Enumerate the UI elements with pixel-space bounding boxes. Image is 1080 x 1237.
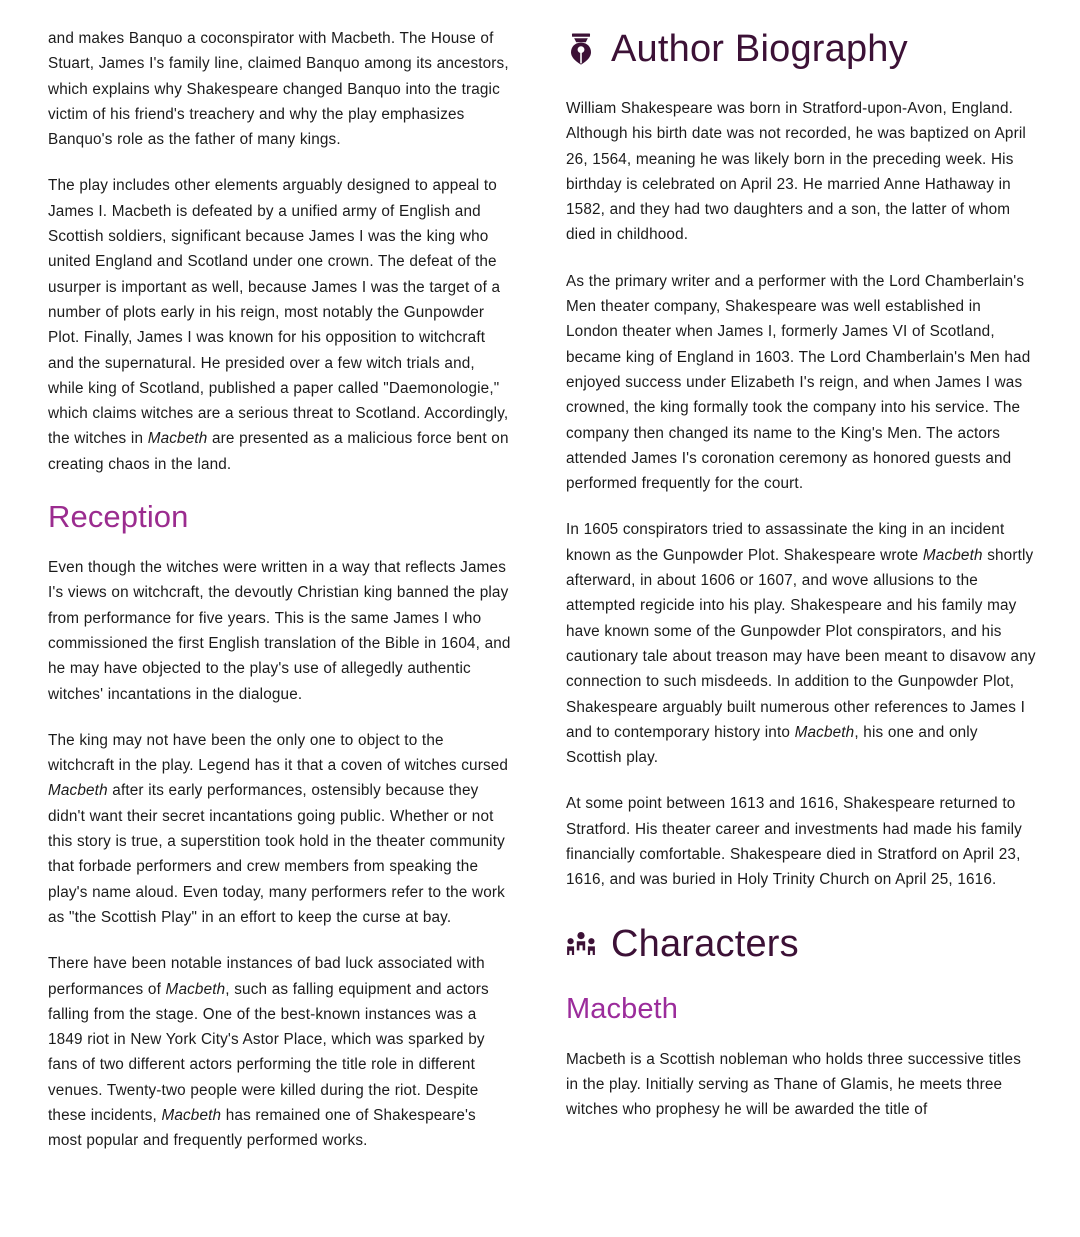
paragraph-bad-luck-instances: There have been notable instances of bad luck associated with performances of Macbeth, such as falling equipment and actors falling from the stage. One of the best-known instances was a 1849 riot in New York City's Astor Place, which was sparked by fans of two different actors performing the title role in different venues. Twenty-two people were killed during the riot. Despite these incidents, Macbeth has remained one of Shakespeare's most popular and frequently performed works. bbox=[48, 955, 489, 1150]
subheading-character-macbeth: Macbeth bbox=[566, 992, 678, 1025]
group-of-people-icon bbox=[566, 927, 596, 961]
paragraph-banned-play: Even though the witches were written in a way that reflects James I's views on witchcraft, the devoutly Christian king banned the play from performance for five years. This is the same James I who commissioned the first English translation of the Bible in 1604, and he may have objected to the play's use of allegedly authentic witches' incantations in the dialogue. bbox=[48, 559, 511, 703]
paragraph-banquo-coconspirator: and makes Banquo a coconspirator with Macbeth. The House of Stuart, James I's family line, claimed Banquo among its ancestors, which explains why Shakespeare changed Banquo into the tragic victim of his friend's treachery and why the play emphasizes Banquo's role as the father of many kings. bbox=[48, 30, 509, 149]
paragraph-born-stratford: William Shakespeare was born in Stratford-upon-Avon, England. Although his birth date was not recorded, he was baptized on April 26, 1564, meaning he was likely born in the preceding week. His birthday is celebrated on April 23. He married Anne Hathaway in 1582, and they had two daughters and a son, the latter of whom died in childhood. bbox=[566, 100, 1026, 244]
heading-characters-label: Characters bbox=[611, 922, 799, 965]
heading-characters bbox=[566, 921, 1036, 967]
right-column bbox=[566, 26, 1036, 1123]
paragraph-lord-chamberlains-men: As the primary writer and a performer with the Lord Chamberlain's Men theater company, Shakespeare was well established in London theater when James I, formerly James VI of Scotland, became king of England in 1603. The Lord Chamberlain's Men had enjoyed success under Elizabeth I's reign, and when James I was crowned, the king formally took the company into his service. The company then changed its name to the King's Men. The actors attended James I's coronation ceremony as honored guests and performed frequently for the court. bbox=[566, 272, 1031, 493]
paragraph-gunpowder-plot: In 1605 conspirators tried to assassinate the king in an incident known as the Gunpowder Plot. Shakespeare wrote Macbeth shortly afterward, in about 1606 or 1607, and wove allusions to the attempted regicide into his play. Shakespeare and his family may have known some of the Gunpowder Plot conspirators, and his cautionary tale about treason may have been meant to disavow any connection to such misdeeds. In addition to the Gunpowder Plot, Shakespeare arguably built numerous other references to James I and to contemporary history into Macbeth, his one and only Scottish play. bbox=[566, 521, 1036, 767]
heading-author-biography bbox=[566, 26, 1036, 72]
heading-author-biography-label: Author Biography bbox=[611, 28, 908, 70]
left-column bbox=[48, 26, 514, 1154]
paragraph-appeal-to-james: The play includes other elements arguably designed to appeal to James I. Macbeth is defeated by a unified army of English and Scottish soldiers, significant because James I was the king who united England and Scotland under one crown. The defeat of the usurper is important as well, because James I was the target of a number of plots early in his reign, most notably the Gunpowder Plot. Finally, James I was known for his opposition to witchcraft and the supernatural. He presided over a few witch trials and, while king of Scotland, published a paper called "Daemonologie," which claims witches are a serious threat to Scotland. Accordingly, the witches in Macbeth are presented as a malicious force bent on creating chaos in the land. bbox=[48, 177, 509, 473]
paragraph-macbeth-description: Macbeth is a Scottish nobleman who holds three successive titles in the play. Initially serving as Thane of Glamis, he meets three witches who prophesy he will be awarded the title of bbox=[566, 1050, 1022, 1119]
fountain-pen-nib-icon bbox=[566, 32, 596, 66]
heading-reception: Reception bbox=[48, 499, 189, 535]
paragraph-curse-superstition: The king may not have been the only one to object to the witchcraft in the play. Legend has it that a coven of witches cursed Macbeth after its early performances, ostensibly because they didn't want their secret incantations going public. Whether or not this story is true, a superstition took hold in the theater community that forbade performers and crew members from speaking the play's name aloud. Even today, many performers refer to the work as "the Scottish Play" in an effort to keep the curse at bay. bbox=[48, 731, 509, 926]
paragraph-return-to-stratford: At some point between 1613 and 1616, Shakespeare returned to Stratford. His theater career and investments had made his family financially comfortable. Shakespeare died in Stratford on April 23, 1616, and was buried in Holy Trinity Church on April 25, 1616. bbox=[566, 795, 1022, 889]
